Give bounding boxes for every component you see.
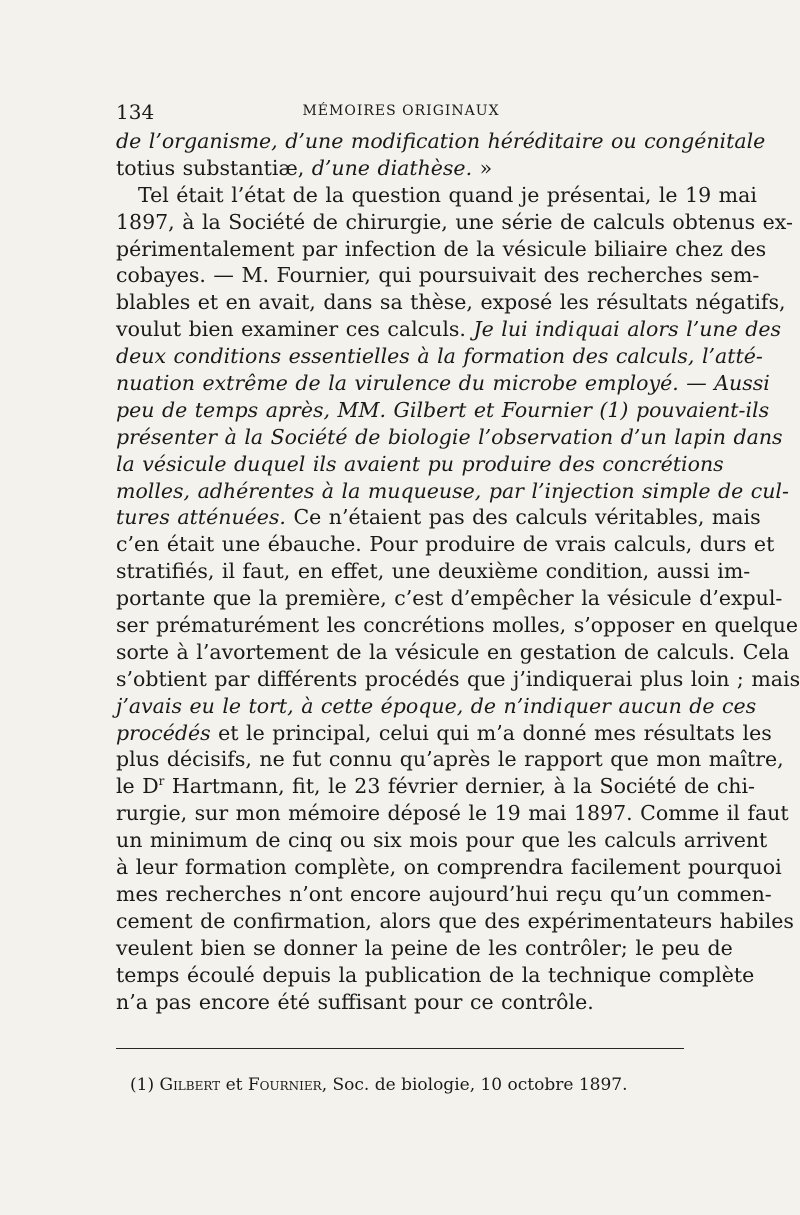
text-line — [116, 504, 761, 531]
text-line — [116, 316, 782, 343]
footnote — [130, 1075, 628, 1095]
text-line — [116, 693, 757, 720]
text-line: rurgie, sur mon mémoire déposé le 19 mai 1897. Comme il faut — [116, 801, 789, 826]
text-line: un minimum de cinq ou six mois pour que les calculs arrivent — [116, 828, 768, 853]
text-line: c’en était une ébauche. Pour produire de vrais calculs, durs et — [116, 532, 775, 557]
text-line: ser prématurément les concrétions molles, s’opposer en quelque — [116, 613, 798, 638]
text-line: à leur formation complète, on comprendra facilement pourquoi — [116, 855, 782, 880]
text-span: Hartmann, fit, le 23 février dernier, à la Société de chi- — [164, 774, 755, 799]
text-line: Tel était l’état de la question quand je présentai, le 19 mai — [138, 182, 757, 207]
text-span: voulut bien examiner ces calculs. — [116, 317, 474, 342]
italic-text: de l’organisme, d’une modification héréditaire ou congénitale — [116, 129, 766, 153]
italic-text: molles, adhérentes à la muqueuse, par l’injection simple de cul- — [116, 478, 789, 503]
text-span: le D — [116, 774, 159, 799]
running-head: MÉMOIRES ORIGINAUX — [302, 103, 500, 119]
italic-text: présenter à la Société de biologie l’observation d’un lapin dans — [116, 424, 783, 449]
footnote-author: Gilbert — [159, 1075, 221, 1095]
text-line: sorte à l’avortement de la vésicule en gestation de calculs. Cela — [116, 639, 790, 664]
text-line: cobayes. — M. Fournier, qui poursuivait des recherches sem- — [116, 263, 760, 288]
text-line — [116, 155, 686, 182]
text-line: cement de confirmation, alors que des expérimentateurs habiles — [116, 908, 794, 933]
italic-text: d’une diathèse. — [311, 155, 473, 180]
text-line: périmentalement par infection de la vésicule biliaire chez des — [116, 236, 767, 261]
text-line — [116, 424, 783, 451]
text-line: mes recherches n’ont encore aujourd’hui reçu qu’un commen- — [116, 881, 772, 906]
body-text — [116, 128, 800, 1015]
text-line: blables et en avait, dans sa thèse, exposé les résultats négatifs, — [116, 290, 786, 315]
text-line — [116, 343, 763, 370]
italic-text: procédés — [116, 720, 211, 745]
italic-text: peu de temps après, MM. Gilbert et Fournier (1) pouvaient-ils — [116, 397, 770, 422]
text-line: plus décisifs, ne fut connu qu’après le rapport que mon maître, — [116, 747, 784, 772]
italic-text: tures atténuées. — [116, 505, 286, 530]
text-line: 1897, à la Société de chirurgie, une série de calculs obtenus ex- — [116, 209, 793, 234]
text-line — [116, 451, 724, 478]
italic-text: Je lui indiquai alors l’une des — [473, 317, 782, 342]
text-span: » — [472, 155, 493, 180]
text-line — [116, 478, 789, 505]
text-span: et le principal, celui qui m’a donné mes résultats les — [210, 720, 772, 745]
footnote-divider — [116, 1048, 684, 1049]
page-number: 134 — [116, 100, 155, 124]
italic-text: nuation extrême de la virulence du microbe employé. — Aussi — [116, 371, 770, 396]
text-line — [116, 370, 770, 397]
text-line: temps écoulé depuis la publication de la technique complète — [116, 962, 755, 987]
footnote-author: Fournier — [247, 1075, 322, 1095]
text-line — [116, 773, 755, 800]
text-span: Ce n’étaient pas des calculs véritables, mais — [285, 505, 761, 530]
footnote-citation: , Soc. de biologie, 10 octobre 1897. — [321, 1075, 628, 1095]
text-line: stratifiés, il faut, en effet, une deuxième condition, aussi im- — [116, 559, 751, 584]
italic-text: la vésicule duquel ils avaient pu produire des concrétions — [116, 451, 724, 476]
text-line: n’a pas encore été suffisant pour ce contrôle. — [116, 989, 594, 1014]
italic-text: deux conditions essentielles à la formation des calculs, l’atté- — [116, 344, 763, 369]
text-line — [116, 720, 772, 747]
text-span: et — [220, 1075, 248, 1095]
footnote-marker: (1) — [130, 1075, 160, 1095]
superscript: r — [158, 774, 165, 789]
text-line — [116, 397, 770, 424]
page-header — [116, 100, 686, 124]
text-span: totius substantiæ, — [116, 155, 312, 180]
text-line: veulent bien se donner la peine de les contrôler; le peu de — [116, 935, 733, 960]
text-line: portante que la première, c’est d’empêcher la vésicule d’expul- — [116, 586, 783, 611]
italic-text: j’avais eu le tort, à cette époque, de n’indiquer aucun de ces — [116, 693, 757, 718]
text-line — [116, 128, 766, 155]
text-line: s’obtient par différents procédés que j’indiquerai plus loin ; mais — [116, 666, 800, 691]
